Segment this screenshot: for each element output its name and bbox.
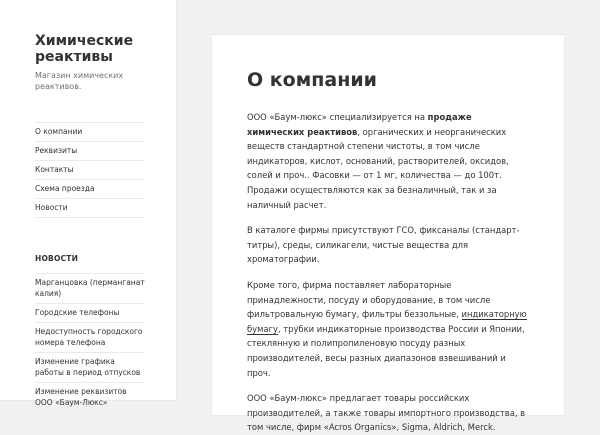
paragraph-equipment (247, 278, 528, 380)
news-item[interactable] (35, 352, 145, 382)
main-menu (35, 122, 145, 218)
bold-text: продаже химических реактивов (247, 112, 472, 137)
menu-item-contacts[interactable] (35, 161, 145, 180)
menu-item-requisites[interactable] (35, 142, 145, 161)
text-span: ООО «Баум-люкс» специализируется на (247, 112, 428, 122)
menu-item-label[interactable]: Контакты (35, 165, 74, 174)
site-description: Магазин химических реактивов. (35, 71, 124, 91)
menu-item-directions[interactable] (35, 180, 145, 199)
paragraph-intro (247, 110, 528, 212)
news-widget-title: НОВОСТИ (35, 254, 79, 263)
news-item[interactable] (35, 382, 145, 412)
sidebar (0, 0, 176, 407)
menu-item-about[interactable] (35, 122, 145, 142)
news-item-link[interactable]: Недоступность городского номера телефона (35, 327, 143, 347)
news-item-link[interactable]: Марганцовка (перманганат калия) (35, 278, 145, 298)
news-item-link[interactable]: Изменение реквизитов ООО «Баум-Люкс» (35, 387, 127, 407)
news-item-link[interactable]: Изменение графика работы в период отпусков (35, 357, 141, 377)
page-title: О компании (247, 69, 377, 91)
menu-item-news[interactable] (35, 199, 145, 218)
menu-item-label[interactable]: Схема проезда (35, 184, 95, 193)
paragraph-import: ООО «Баум-люкс» предлагает товары российских производителей, а также товары импортного производства, в том числе, фирм «Acros Organics», Sigma, Aldrich, Merck. (247, 393, 526, 433)
site-title[interactable]: Химические реактивы (35, 33, 134, 65)
menu-item-label[interactable]: О компании (35, 127, 83, 136)
news-item-link[interactable]: Городские телефоны (35, 308, 120, 317)
news-item[interactable] (35, 303, 145, 322)
text-span: , органических и неорганических веществ стандартной степени чистоты, в том числе индикаторов, кислот, оснований, растворителей, оксидов, солей и проч.. Фасовки — от 1 мг, количества — до 100т. Продажи осуществляются как за безналичный, так и за наличный расчет. (247, 126, 509, 210)
menu-item-label[interactable]: Реквизиты (35, 146, 78, 155)
text-span: Кроме того, фирма поставляет лабораторные принадлежности, посуду и оборудование, в том числе фильтровальную бумагу, фильтры беззольные, (247, 279, 491, 320)
article-body (247, 110, 528, 435)
menu-item-label[interactable]: Новости (35, 203, 68, 212)
news-item[interactable] (35, 322, 145, 352)
paragraph-catalog: В каталоге фирмы присутствуют ГСО, фиксаналы (стандарт-титры), среды, силикагели, чистые вещества для хроматографии. (247, 225, 520, 265)
text-span: , трубки индикаторные производства России и Японии, стеклянную и полипропиленовую посуду разных производителей, весы разных диапазонов взвешиваний и проч. (247, 323, 525, 378)
indicator-paper-link[interactable]: индикаторную бумагу (247, 309, 527, 334)
main-content (212, 35, 564, 433)
news-item[interactable] (35, 273, 145, 303)
news-list (35, 273, 145, 412)
